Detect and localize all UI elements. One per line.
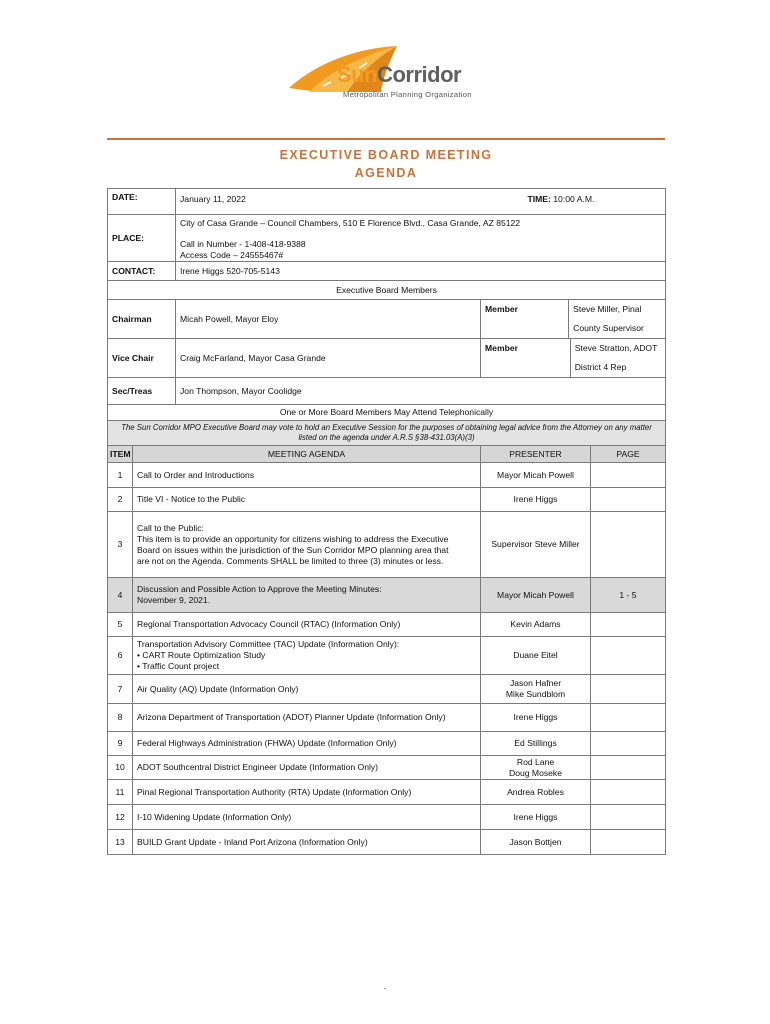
presenter-name: Mayor Micah Powell (497, 589, 574, 600)
agenda-item-presenter (481, 780, 591, 805)
agenda-item-line: Pinal Regional Transportation Authority (RTA) Update (Information Only) (137, 786, 412, 797)
member2-name: Steve Stratton, ADOT District 4 Rep (574, 343, 658, 372)
executive-session-row (108, 421, 666, 446)
board-row-vice (108, 339, 666, 378)
agenda-item-presenter (481, 756, 591, 780)
agenda-item-page (591, 732, 666, 756)
agenda-row (108, 463, 666, 488)
agenda-item-presenter (481, 805, 591, 830)
agenda-item-description (133, 463, 481, 488)
agenda-item-presenter (481, 732, 591, 756)
agenda-item-number: 3 (108, 512, 133, 578)
agenda-row (108, 780, 666, 805)
agenda-item-number: 13 (108, 830, 133, 855)
agenda-row (108, 675, 666, 704)
agenda-item-description (133, 512, 481, 578)
agenda-row (108, 613, 666, 637)
place-address: City of Casa Grande – Council Chambers, 510 E Florence Blvd., Casa Grande, AZ 85122 (180, 218, 521, 228)
agenda-item-presenter (481, 613, 591, 637)
presenter-name: Andrea Robles (507, 786, 564, 797)
member1-name: Steve Miller, Pinal County Supervisor (573, 304, 644, 333)
agenda-item-page: 1 - 5 (591, 578, 666, 613)
agenda-item-page (591, 704, 666, 732)
agenda-item-line: • Traffic Count project (137, 661, 220, 671)
agenda-item-page (591, 512, 666, 578)
agenda-item-description (133, 830, 481, 855)
agenda-row (108, 704, 666, 732)
agenda-item-line: November 9, 2021. (137, 595, 211, 605)
agenda-item-page (591, 805, 666, 830)
board-row-sec (108, 378, 666, 405)
agenda-item-line: Title VI - Notice to the Public (137, 494, 246, 504)
member1-cell (481, 300, 666, 339)
time-label: TIME: (527, 194, 551, 204)
presenter-name: Kevin Adams (510, 619, 561, 629)
header-rule (107, 138, 665, 140)
date-value: January 11, 2022 (176, 189, 481, 215)
place-row (108, 215, 666, 262)
place-access-code: Access Code – 24555467# (180, 250, 284, 260)
agenda-item-line: • CART Route Optimization Study (137, 650, 266, 660)
agenda-row (108, 805, 666, 830)
agenda-item-page (591, 780, 666, 805)
agenda-item-description (133, 780, 481, 805)
agenda-item-line: Arizona Department of Transportation (ADOT) Planner Update (Information Only) (137, 712, 446, 722)
header-presenter: PRESENTER (481, 446, 591, 463)
telephonic-note: One or More Board Members May Attend Telephonically (108, 405, 666, 421)
agenda-item-presenter (481, 637, 591, 675)
telephonic-row (108, 405, 666, 421)
agenda-item-line: are not on the Agenda. Comments SHALL be limited to three (3) minutes or less. (137, 555, 444, 566)
agenda-item-number: 4 (108, 578, 133, 613)
agenda-item-presenter (481, 578, 591, 613)
agenda-item-line: Board on issues within the jurisdiction of the Sun Corridor MPO planning area that (137, 544, 449, 555)
member2-cell (481, 339, 666, 378)
agenda-item-line: Regional Transportation Advocacy Council (RTAC) (Information Only) (137, 619, 401, 629)
logo-text-corridor: Corridor (377, 62, 462, 87)
presenter-name: Mike Sundblom (505, 689, 566, 699)
contact-value: Irene Higgs 520-705-5143 (176, 262, 666, 281)
agenda-item-number: 7 (108, 675, 133, 704)
chairman-label: Chairman (108, 300, 176, 339)
agenda-item-number: 2 (108, 488, 133, 512)
agenda-item-description (133, 488, 481, 512)
chairman-name: Micah Powell, Mayor Eloy (176, 300, 481, 339)
member2-label: Member (481, 339, 571, 377)
logo-subtitle: Metropolitan Planning Organization (343, 90, 472, 99)
agenda-item-presenter (481, 830, 591, 855)
agenda-row (108, 512, 666, 578)
sun-corridor-logo (285, 42, 495, 104)
presenter-name: Jason Hafner (509, 678, 562, 688)
agenda-table (107, 188, 666, 855)
agenda-item-presenter (481, 675, 591, 704)
vice-name: Craig McFarland, Mayor Casa Grande (176, 339, 481, 378)
presenter-name: Supervisor Steve Miller (491, 539, 580, 549)
time-cell (481, 189, 666, 215)
agenda-row (108, 488, 666, 512)
agenda-item-description (133, 756, 481, 780)
vice-label: Vice Chair (108, 339, 176, 378)
agenda-item-page (591, 830, 666, 855)
date-label: DATE: (108, 189, 176, 215)
agenda-item-number: 11 (108, 780, 133, 805)
page-mark (384, 988, 386, 989)
agenda-item-number: 12 (108, 805, 133, 830)
agenda-item-number: 10 (108, 756, 133, 780)
presenter-name: Rod Lane (516, 756, 555, 767)
agenda-item-page (591, 613, 666, 637)
agenda-item-line: ADOT Southcentral District Engineer Update (Information Only) (137, 762, 379, 772)
executive-session-note: The Sun Corridor MPO Executive Board may vote to hold an Executive Session for the purposes of obtaining legal advice from the Attorney on any matter listed on the agenda under A.R.S §38-431.03(A)(3) (108, 421, 666, 446)
agenda-item-line: Discussion and Possible Action to Approve the Meeting Minutes: (137, 584, 382, 594)
agenda-item-page (591, 756, 666, 780)
header-meeting-agenda: MEETING AGENDA (133, 446, 481, 463)
agenda-item-line: BUILD Grant Update - Inland Port Arizona (Information Only) (137, 836, 368, 847)
agenda-item-line: This item is to provide an opportunity for citizens wishing to address the Executive (137, 533, 449, 544)
header-page: PAGE (591, 446, 666, 463)
agenda-items (108, 463, 666, 855)
presenter-name: Doug Moseke (508, 767, 563, 778)
board-row-chairman (108, 300, 666, 339)
presenter-name: Irene Higgs (513, 494, 558, 504)
presenter-name: Jason Bottjen (509, 836, 562, 847)
place-cell (176, 215, 666, 262)
agenda-row (108, 830, 666, 855)
agenda-item-description (133, 732, 481, 756)
agenda-item-description (133, 805, 481, 830)
time-value: 10:00 A.M. (553, 194, 595, 204)
agenda-item-line: Call to Order and Introductions (137, 469, 255, 480)
agenda-item-presenter (481, 463, 591, 488)
agenda-item-number: 8 (108, 704, 133, 732)
place-label: PLACE: (108, 215, 176, 262)
agenda-item-line: Air Quality (AQ) Update (Information Only) (137, 683, 299, 694)
agenda-item-page (591, 637, 666, 675)
presenter-name: Mayor Micah Powell (497, 469, 574, 480)
presenter-name: Irene Higgs (513, 811, 558, 822)
agenda-item-presenter (481, 704, 591, 732)
place-call-number: Call in Number - 1-408-418-9388 (180, 239, 306, 249)
date-row (108, 189, 666, 215)
presenter-name: Ed Stillings (514, 738, 557, 748)
agenda-item-description (133, 675, 481, 704)
agenda-item-description (133, 704, 481, 732)
agenda-item-number: 6 (108, 637, 133, 675)
board-title-row (108, 281, 666, 300)
agenda-item-page (591, 488, 666, 512)
logo-text-sun: Sun (337, 62, 378, 87)
agenda-item-number: 5 (108, 613, 133, 637)
agenda-row (108, 578, 666, 613)
agenda-header-row (108, 446, 666, 463)
agenda-item-page (591, 675, 666, 704)
agenda-item-number: 1 (108, 463, 133, 488)
page-subtitle: AGENDA (354, 166, 418, 180)
sec-name: Jon Thompson, Mayor Coolidge (176, 378, 666, 405)
page-title: EXECUTIVE BOARD MEETING (279, 148, 493, 162)
member1-label-text: Member (481, 300, 569, 338)
agenda-item-description (133, 613, 481, 637)
agenda-row (108, 756, 666, 780)
agenda-item-page (591, 463, 666, 488)
agenda-row (108, 732, 666, 756)
agenda-item-line: Federal Highways Administration (FHWA) Update (Information Only) (137, 738, 397, 748)
agenda-item-line: Transportation Advisory Committee (TAC) Update (Information Only): (137, 639, 400, 649)
header-item: ITEM (108, 446, 133, 463)
agenda-row (108, 637, 666, 675)
agenda-item-number: 9 (108, 732, 133, 756)
presenter-name: Duane Eitel (513, 650, 558, 660)
contact-label: CONTACT: (108, 262, 176, 281)
sec-label: Sec/Treas (108, 378, 176, 405)
agenda-item-line: I-10 Widening Update (Information Only) (137, 811, 292, 822)
agenda-item-presenter (481, 512, 591, 578)
contact-row (108, 262, 666, 281)
presenter-name: Irene Higgs (513, 712, 558, 722)
agenda-item-description (133, 578, 481, 613)
board-title: Executive Board Members (108, 281, 666, 300)
agenda-item-description (133, 637, 481, 675)
agenda-item-line: Call to the Public: (137, 522, 204, 533)
agenda-item-presenter (481, 488, 591, 512)
